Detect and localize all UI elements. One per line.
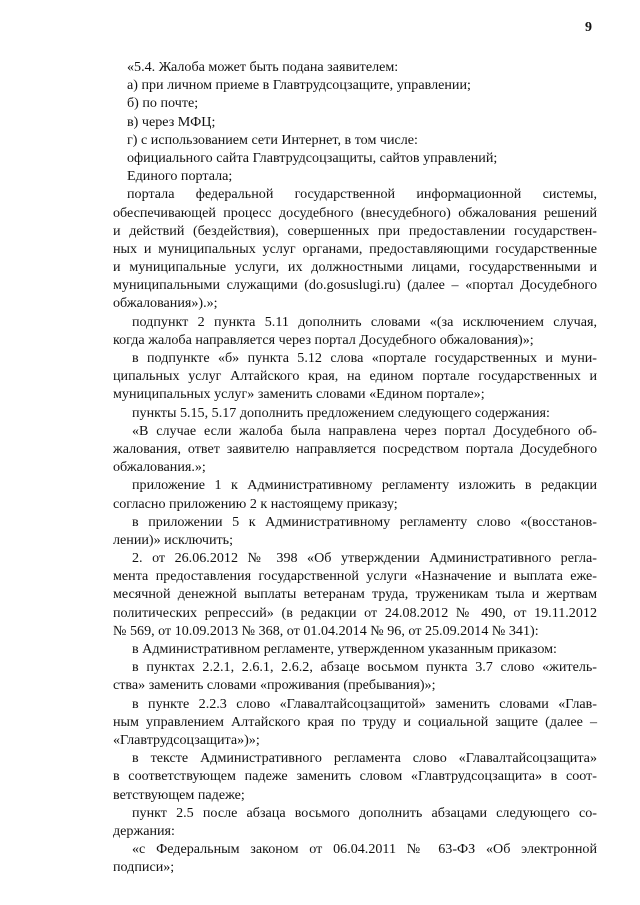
text-line: обжалования»).»; [113, 295, 218, 312]
text-line: мента предоставления государственной услуги «Назначение и выплата еже- [113, 568, 597, 585]
text-line: в соответствующем падеже заменить словом «Главтрудсоцзащита» в соот- [113, 768, 597, 785]
text-line: политических репрессий» (в редакции от 24.08.2012 № 490, от 19.11.2012 [113, 604, 597, 621]
text-line: б) по почте; [127, 95, 199, 112]
text-line: муниципальных услуг» заменить словами «Едином портале»; [113, 386, 485, 403]
text-line: обеспечивающей процесс досудебного (внесудебного) обжалования решений [113, 204, 597, 221]
text-line: и муниципальные услуги, их должностными лицами, государственными и [113, 259, 597, 276]
text-line: ципальных услуг Алтайского края, на едином портале государственных и [113, 368, 597, 385]
page-number: 9 [585, 20, 592, 35]
text-line: Единого портала; [127, 168, 233, 185]
text-line: в Административном регламенте, утвержденном указанным приказом: [132, 641, 557, 657]
text-line: лении)» исключить; [113, 531, 233, 548]
text-line: подпункт 2 пункта 5.11 дополнить словами «(за исключением случая, [132, 313, 597, 330]
text-line: приложение 1 к Административному регламенту изложить в редакции [132, 477, 597, 494]
text-line: в тексте Административного регламента слово «Главалтайсоцзащита» [132, 750, 597, 767]
text-line: ветствующем падеже; [113, 786, 245, 803]
text-line: и действий (бездействия), совершенных при предоставлении государствен- [113, 222, 597, 239]
text-line: ных и муниципальных услуг органами, предоставляющими государственные [113, 240, 597, 257]
text-line: обжалования.»; [113, 459, 206, 476]
text-line: в пунктах 2.2.1, 2.6.1, 2.6.2, абзаце восьмом пункта 3.7 слово «житель- [132, 659, 597, 676]
text-line: «В случае если жалоба была направлена через портал Досудебного об- [132, 422, 597, 439]
text-line: пункты 5.15, 5.17 дополнить предложением следующего содержания: [132, 404, 550, 421]
text-line: в подпункте «б» пункта 5.12 слова «портале государственных и муни- [132, 350, 597, 366]
text-line: в) через МФЦ; [127, 113, 216, 130]
text-line: в пункте 2.2.3 слово «Главалтайсоцзащитой» заменить словами «Глав- [132, 695, 597, 712]
text-line: согласно приложению 2 к настоящему приказу; [113, 495, 398, 512]
text-line: муниципальными служащими (do.gosuslugi.ru) (далее – «портал Досудебного [113, 277, 597, 294]
text-line: № 569, от 10.09.2013 № 368, от 01.04.2014 № 96, от 25.09.2014 № 341): [113, 622, 539, 639]
text-line: «Главтрудсоцзащита»)»; [113, 731, 260, 748]
text-line: «с Федеральным законом от 06.04.2011 № 63-ФЗ «Об электронной [132, 841, 597, 858]
text-line: в приложении 5 к Административному регламенту слово «(восстанов- [132, 513, 597, 530]
text-line: портала федеральной государственной информационной системы, [127, 186, 597, 203]
text-line: жалования, ответ заявителю направляется посредством портала Досудебного [113, 440, 597, 457]
text-line: официального сайта Главтрудсоцзащиты, сайтов управлений; [127, 149, 498, 166]
text-line: месячной денежной выплаты ветеранам труда, труженикам тыла и жертвам [113, 586, 597, 603]
text-line: пункт 2.5 после абзаца восьмого дополнить абзацами следующего со- [132, 804, 597, 821]
text-line: «5.4. Жалоба может быть подана заявителем: [127, 59, 399, 75]
text-line: ства» заменить словами «проживания (пребывания)»; [113, 677, 436, 694]
text-line: г) с использованием сети Интернет, в том числе: [127, 131, 418, 148]
text-line: подписи»; [113, 859, 175, 876]
document-body [113, 58, 597, 876]
text-line: держания: [113, 822, 175, 839]
text-line: 2. от 26.06.2012 № 398 «Об утверждении Административного регла- [132, 550, 597, 567]
text-line: когда жалоба направляется через портал Досудебного обжалования)»; [113, 331, 534, 348]
text-line: ным управлением Алтайского края по труду и социальной защите (далее – [113, 713, 597, 730]
text-line: а) при личном приеме в Главтрудсоцзащите, управлении; [127, 77, 471, 94]
